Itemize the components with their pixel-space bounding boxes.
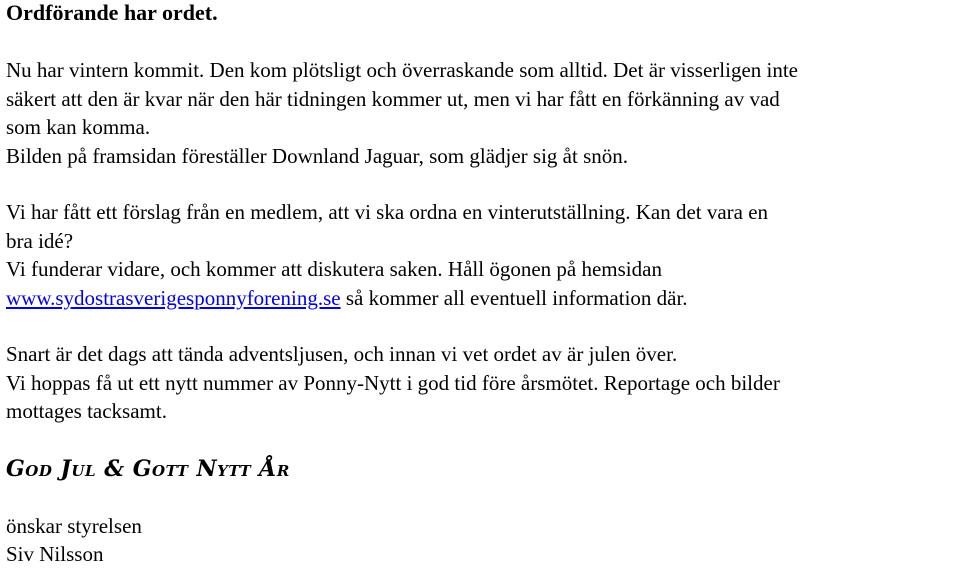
paragraph-line: bra idé? [6,228,74,253]
signoff [6,512,956,569]
paragraph-line: som kan komma. [6,115,151,139]
signoff-line: önskar styrelsen [6,513,142,538]
paragraph-line: Bilden på framsidan föreställer Downland Jaguar, som glädjer sig åt snön. [6,143,629,168]
holiday-greeting: God Jul & Gott Nytt År [6,455,290,482]
paragraph-line: Snart är det dags att tända adventsljusen, och innan vi vet ordet av är julen över. [6,342,678,366]
signoff-name: Siv Nilsson [6,542,104,566]
link-trailing-text: så kommer all eventuell information där. [340,285,688,310]
paragraph-line: Nu har vintern kommit. Den kom plötsligt och överraskande som alltid. Det är visserligen inte [6,58,799,82]
paragraph-exhibition [6,198,956,312]
paragraph-line: säkert att den är kvar när den här tidningen kommer ut, men vi har fått en förkänning av vad [6,86,780,111]
spacer [6,312,956,340]
paragraph-advent [6,340,956,426]
paragraph-line: Vi hoppas få ut ett nytt nummer av Ponny-Nytt i god tid före årsmötet. Reportage och bilder [6,370,780,395]
spacer [6,426,956,452]
spacer [6,170,956,198]
document-title: Ordförande har ordet. [6,0,218,25]
website-link[interactable]: www.sydostrasverigesponnyforening.se [6,285,341,310]
paragraph-line: mottages tacksamt. [6,399,167,423]
paragraph-intro [6,56,956,170]
spacer [6,28,956,56]
paragraph-line: Vi har fått ett förslag från en medlem, att vi ska ordna en vinterutställning. Kan det vara en [6,200,769,224]
document-page [6,0,956,569]
paragraph-line: Vi funderar vidare, och kommer att diskutera saken. Håll ögonen på hemsidan [6,257,662,281]
spacer [6,486,956,512]
paragraph-line-with-link [6,284,956,313]
